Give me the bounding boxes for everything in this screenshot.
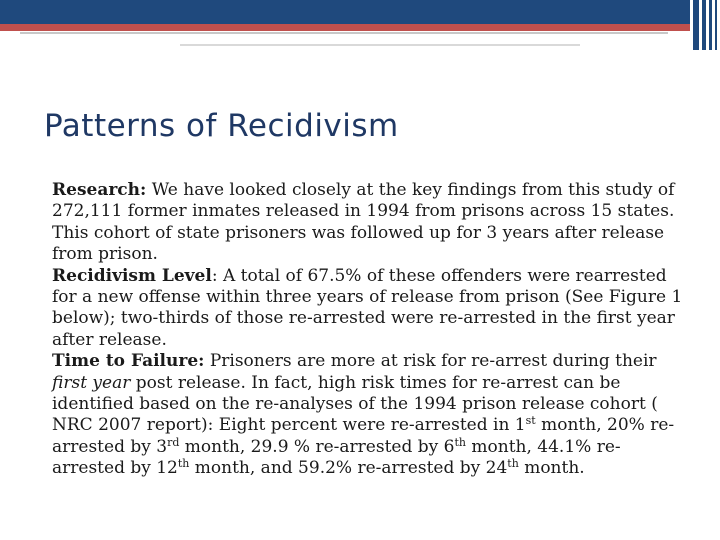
header-stripe <box>702 0 706 50</box>
paragraph-research <box>52 180 692 266</box>
ordinal-suffix: rd <box>167 435 180 449</box>
failure-label: Time to Failure: <box>52 351 205 372</box>
divider-line <box>20 32 668 34</box>
ordinal-suffix: th <box>507 457 519 471</box>
ordinal-suffix: th <box>454 435 466 449</box>
ordinal-suffix: th <box>177 457 190 471</box>
failure-text: post release. In fact, high risk times for re-arrest can be identified based on the re-analyses of the 1994 prison release cohort ( NRC 2007 report): Eight percent were re-arrested in 1 <box>52 372 658 436</box>
header-band <box>0 0 720 24</box>
failure-emphasis: first year <box>52 372 131 393</box>
header-stripe <box>693 0 699 50</box>
failure-text: month, 29.9 % re-arrested by 6 <box>179 436 455 457</box>
failure-text: month, 44.1% re-arrested by 12 <box>52 436 621 479</box>
paragraph-recidivism-level <box>52 266 692 352</box>
failure-text: month, 20% re-arrested by 3 <box>52 415 675 457</box>
header-stripe <box>715 0 717 50</box>
failure-text: month. <box>518 458 585 479</box>
failure-text: Prisoners are more at risk for re-arrest during their <box>204 351 657 372</box>
recidivism-text: : A total of 67.5% of these offenders were rearrested for a new offense within three years of release from prison (See Figure 1 below); two-thirds of those re-arrested were re-arrested in the first year after release. <box>52 265 683 350</box>
header-band-bar <box>0 0 690 24</box>
slide-title: Patterns of Recidivism <box>44 108 399 144</box>
research-label: Research: <box>52 180 147 200</box>
slide-body <box>52 180 692 480</box>
accent-line <box>0 24 690 31</box>
research-text: We have looked closely at the key findings from this study of 272,111 former inmates released in 1994 from prisons across 15 states. This cohort of state prisoners was followed up for 3 years after release from prison. <box>52 180 675 265</box>
divider-line <box>180 44 580 46</box>
paragraph-time-to-failure <box>52 351 692 479</box>
header-stripe <box>709 0 712 50</box>
failure-text: month, and 59.2% re-arrested by 24 <box>189 458 508 479</box>
ordinal-suffix: st <box>525 414 536 428</box>
recidivism-label: Recidivism Level <box>52 265 212 286</box>
